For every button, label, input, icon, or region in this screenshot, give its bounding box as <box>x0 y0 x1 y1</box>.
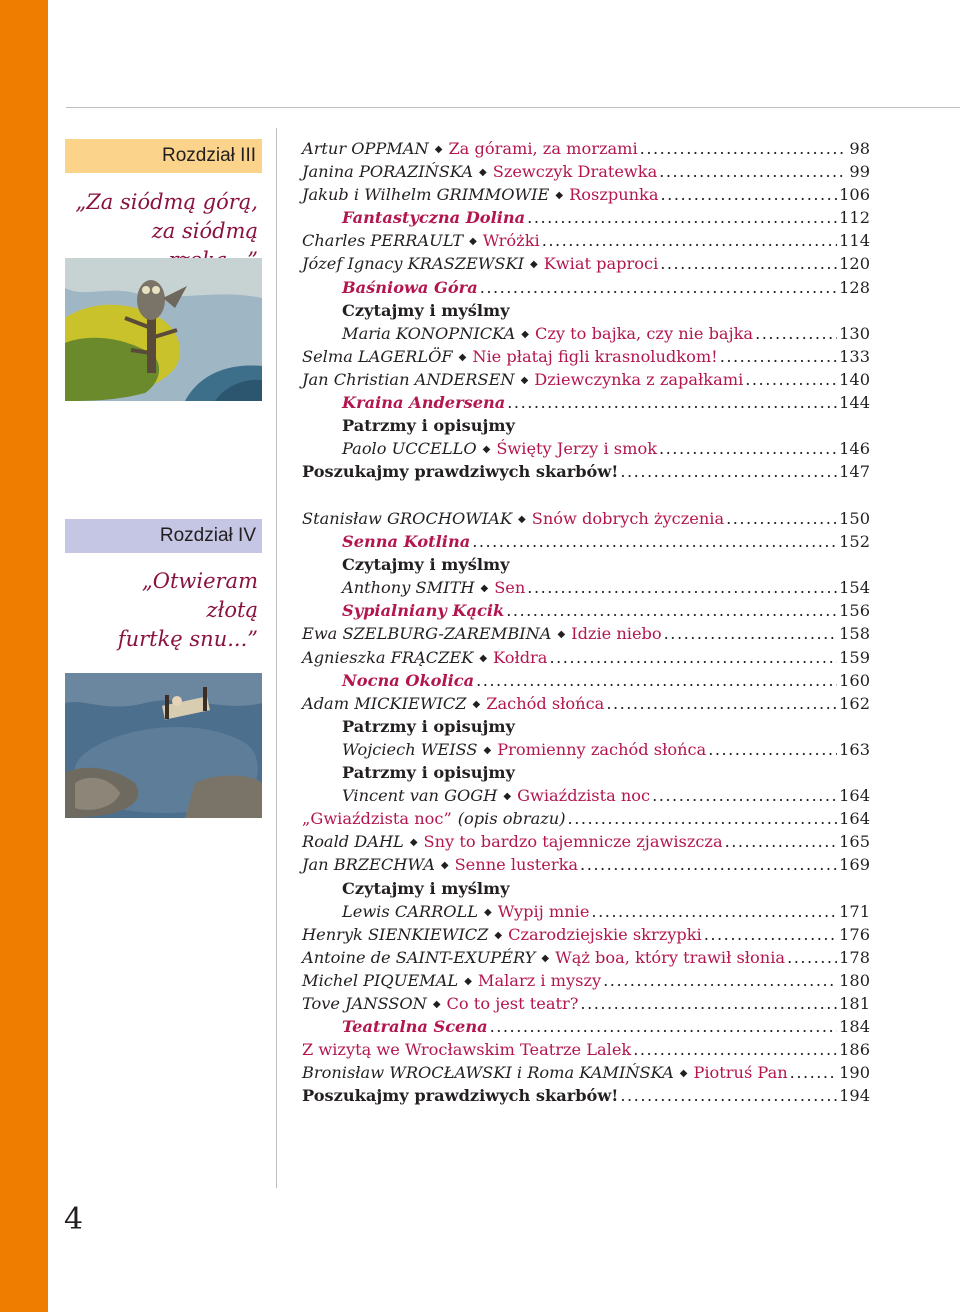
chapter-4-subtitle <box>65 567 258 654</box>
toc-author: Anthony SMITH <box>342 578 475 598</box>
toc-page-number: 164 <box>839 809 870 829</box>
toc-author: Adam MICKIEWICZ <box>302 693 467 713</box>
toc-entry <box>302 301 870 324</box>
toc-leader-dots <box>659 439 837 458</box>
toc-heading: Czytajmy i myślmy <box>342 300 510 320</box>
toc-title: Snów dobrych życzenia <box>531 509 725 528</box>
toc-page-number: 194 <box>839 1086 870 1106</box>
toc-leader-dots <box>720 347 837 366</box>
toc-entry <box>302 740 870 763</box>
toc-page-number: 158 <box>839 624 870 644</box>
toc-page-number: 150 <box>839 509 870 528</box>
toc-section-name: Baśniowa Góra <box>342 277 478 297</box>
bullet-icon: ◆ <box>434 144 443 155</box>
toc-author: Bronisław WROCŁAWSKI i Roma KAMIŃSKA <box>302 1063 674 1083</box>
toc-author: Stanisław GROCHOWIAK <box>302 509 513 528</box>
toc-heading: Czytajmy i myślmy <box>342 878 510 898</box>
bullet-icon: ◆ <box>520 374 529 386</box>
toc-entry <box>302 555 870 578</box>
chapter-3-contents <box>302 139 870 485</box>
toc-page-number: 106 <box>839 185 870 205</box>
toc-entry <box>302 416 870 439</box>
toc-leader-dots <box>787 948 837 967</box>
toc-entry <box>302 208 870 231</box>
toc-leader-dots <box>580 994 837 1013</box>
toc-title: Święty Jerzy i smok <box>496 439 658 459</box>
toc-author: Lewis CARROLL <box>342 901 479 921</box>
toc-leader-dots <box>790 1063 837 1082</box>
toc-entry <box>302 601 870 624</box>
toc-leader-dots <box>755 324 837 343</box>
toc-title: Dziewczynka z zapałkami <box>534 369 744 389</box>
bullet-icon: ◆ <box>521 328 529 340</box>
toc-author: Michel PIQUEMAL <box>302 970 459 990</box>
bullet-icon: ◆ <box>557 629 566 641</box>
toc-leader-dots <box>661 185 838 204</box>
top-rule <box>66 107 960 108</box>
toc-entry <box>302 370 870 393</box>
bullet-icon: ◆ <box>432 998 441 1010</box>
toc-leader-dots <box>708 740 837 759</box>
toc-author: Henryk SIENKIEWICZ <box>302 924 489 944</box>
toc-title: Promienny zachód słońca <box>497 739 707 759</box>
toc-author: Vincent van GOGH <box>342 786 498 806</box>
toc-page-number: 130 <box>839 323 870 343</box>
bullet-icon: ◆ <box>464 975 472 987</box>
toc-section-name: Teatralna Scena <box>342 1017 488 1037</box>
toc-title: Szewczyk Dratewka <box>492 162 658 182</box>
toc-entry <box>302 509 870 532</box>
toc-title: Nie płataj figli krasnoludkom! <box>472 346 718 366</box>
toc-entry <box>302 763 870 786</box>
toc-leader-dots <box>506 601 837 620</box>
bullet-icon: ◆ <box>555 190 564 202</box>
toc-title: Wąż boa, który trawił słonia <box>555 947 786 967</box>
toc-page-number: 98 <box>849 139 870 158</box>
orange-margin-band <box>0 0 48 1312</box>
toc-entry <box>302 278 870 301</box>
toc-title: Za górami, za morzami <box>448 139 638 158</box>
toc-page-number: 156 <box>839 601 870 621</box>
toc-author: Roald DAHL <box>302 832 404 852</box>
toc-entry <box>302 948 870 971</box>
toc-entry <box>302 971 870 994</box>
toc-leader-dots <box>527 208 837 227</box>
toc-author: Paolo UCCELLO <box>342 439 477 459</box>
toc-page-number: 178 <box>839 947 870 967</box>
sleep-illustration <box>65 673 262 818</box>
toc-heading: Czytajmy i myślmy <box>342 555 510 575</box>
toc-entry <box>302 462 870 485</box>
toc-leader-dots <box>640 139 848 158</box>
toc-title: Roszpunka <box>569 185 659 205</box>
toc-heading: Poszukajmy prawdziwych skarbów! <box>302 1086 619 1106</box>
toc-title: Wróżki <box>482 231 540 251</box>
toc-title: Zachód słońca <box>486 693 605 713</box>
toc-page-number: 112 <box>839 208 870 228</box>
chapter-4-contents <box>302 509 870 1109</box>
toc-entry <box>302 578 870 601</box>
toc-page-number: 163 <box>839 739 870 759</box>
toc-leader-dots <box>507 393 837 412</box>
chapter-3-label: Rozdział III <box>65 139 262 173</box>
toc-page-number: 133 <box>839 346 870 366</box>
chapter-3-subtitle-line: za siódmą <box>151 219 258 243</box>
toc-leader-dots <box>659 162 847 181</box>
toc-leader-dots <box>480 278 837 297</box>
toc-page-number: 128 <box>839 277 870 297</box>
toc-author: Jakub i Wilhelm GRIMMOWIE <box>302 185 550 205</box>
toc-title: Co to jest teatr? <box>446 993 579 1013</box>
toc-section-name: Fantastyczna Dolina <box>342 208 526 228</box>
toc-leader-dots <box>726 509 837 528</box>
toc-author: Jan BRZECHWA <box>302 855 435 875</box>
toc-page-number: 176 <box>839 924 870 944</box>
bullet-icon: ◆ <box>472 698 481 710</box>
toc-page-number: 165 <box>839 832 870 852</box>
toc-entry <box>302 439 870 462</box>
toc-leader-dots <box>664 624 837 643</box>
toc-leader-dots <box>542 231 837 250</box>
toc-author: Ewa SZELBURG-ZAREMBINA <box>302 624 552 644</box>
toc-leader-dots <box>549 648 837 667</box>
toc-title: Gwiaździsta noc <box>517 786 651 806</box>
toc-entry <box>302 1017 870 1040</box>
toc-entry <box>302 809 870 832</box>
page-number: 4 <box>64 1202 84 1237</box>
toc-entry <box>302 393 870 416</box>
bullet-icon: ◆ <box>482 444 491 456</box>
toc-page-number: 190 <box>839 1063 870 1083</box>
toc-page-number: 114 <box>839 231 870 251</box>
toc-title: Kwiat paproci <box>543 254 659 274</box>
toc-title: Piotruś Pan <box>693 1063 788 1083</box>
toc-author: Józef Ignacy KRASZEWSKI <box>302 254 525 274</box>
toc-page-number: 169 <box>839 855 870 875</box>
chapter-4-subtitle-line: złotą <box>206 598 258 622</box>
bullet-icon: ◆ <box>440 860 449 872</box>
toc-leader-dots <box>620 1086 837 1105</box>
chapter-4-label: Rozdział IV <box>65 519 262 553</box>
toc-heading: Patrzmy i opisujmy <box>342 763 515 783</box>
toc-leader-dots <box>725 832 838 851</box>
toc-title: Senne lusterka <box>454 855 579 875</box>
toc-page-number: 154 <box>839 578 870 598</box>
toc-entry <box>302 994 870 1017</box>
toc-title: „Gwiaździsta noc” <box>302 809 452 829</box>
toc-title: Sny to bardzo tajemnicze zjawiszcza <box>423 832 723 852</box>
toc-entry <box>302 139 870 162</box>
toc-title: Wypij mnie <box>497 901 590 921</box>
toc-author: Artur OPPMAN <box>302 139 429 158</box>
toc-entry <box>302 855 870 878</box>
toc-entry <box>302 786 870 809</box>
toc-entry <box>302 324 870 347</box>
toc-entry <box>302 694 870 717</box>
toc-heading: Patrzmy i opisujmy <box>342 716 515 736</box>
toc-title: Czy to bajka, czy nie bajka <box>534 323 754 343</box>
toc-page-number: 147 <box>839 462 870 482</box>
toc-page-number: 120 <box>839 254 870 274</box>
toc-page-number: 159 <box>839 647 870 667</box>
toc-page-number: 162 <box>839 693 870 713</box>
toc-leader-dots <box>606 694 837 713</box>
toc-title: Kołdra <box>493 647 548 667</box>
toc-heading: Patrzmy i opisujmy <box>342 416 515 436</box>
toc-leader-dots <box>652 786 837 805</box>
bullet-icon: ◆ <box>541 952 550 964</box>
bullet-icon: ◆ <box>480 583 489 595</box>
toc-page-number: 152 <box>839 532 870 552</box>
bullet-icon: ◆ <box>494 929 503 941</box>
toc-author: Charles PERRAULT <box>302 231 464 251</box>
toc-leader-dots <box>660 254 837 273</box>
toc-section-name: Sypialniany Kącik <box>342 601 505 621</box>
toc-heading: Poszukajmy prawdziwych skarbów! <box>302 462 619 482</box>
bullet-icon: ◆ <box>518 514 526 525</box>
toc-entry <box>302 624 870 647</box>
toc-note: (opis obrazu) <box>457 809 566 829</box>
toc-page-number: 180 <box>839 970 870 990</box>
toc-leader-dots <box>591 902 837 921</box>
toc-page-number: 181 <box>839 993 870 1013</box>
toc-page-number: 164 <box>839 786 870 806</box>
bullet-icon: ◆ <box>479 652 488 664</box>
toc-author: Agnieszka FRĄCZEK <box>302 647 474 667</box>
toc-entry <box>302 347 870 370</box>
bullet-icon: ◆ <box>484 906 492 918</box>
toc-page-number: 140 <box>839 369 870 389</box>
toc-page-number: 146 <box>839 439 870 459</box>
toc-entry <box>302 717 870 740</box>
toc-author: Jan Christian ANDERSEN <box>302 369 515 389</box>
chapter-4-subtitle-line: furtkę snu...” <box>117 627 258 651</box>
toc-page-number: 186 <box>839 1040 870 1060</box>
toc-leader-dots <box>704 925 837 944</box>
bullet-icon: ◆ <box>483 744 492 756</box>
bullet-icon: ◆ <box>503 791 512 803</box>
toc-entry <box>302 925 870 948</box>
toc-leader-dots <box>745 370 837 389</box>
toc-title: Czarodziejskie skrzypki <box>508 924 702 944</box>
toc-section-name: Kraina Andersena <box>342 393 506 413</box>
bullet-icon: ◆ <box>530 259 538 271</box>
toc-leader-dots <box>527 578 837 597</box>
toc-page-number: 99 <box>849 162 870 182</box>
chapter-4-subtitle-line: „Otwieram <box>141 569 258 593</box>
owl-illustration <box>65 258 262 401</box>
toc-author: Antoine de SAINT-EXUPÉRY <box>302 947 536 967</box>
toc-author: Maria KONOPNICKA <box>342 323 516 343</box>
toc-entry <box>302 162 870 185</box>
toc-leader-dots <box>476 671 837 690</box>
toc-leader-dots <box>472 532 837 551</box>
toc-title: Idzie niebo <box>571 624 662 644</box>
toc-author: Tove JANSSON <box>302 993 427 1013</box>
bullet-icon: ◆ <box>409 837 418 849</box>
toc-author: Wojciech WEISS <box>342 739 478 759</box>
column-divider <box>276 128 277 1188</box>
toc-author: Selma LAGERLÖF <box>302 346 453 366</box>
toc-entry <box>302 532 870 555</box>
toc-section-name: Nocna Okolica <box>342 670 475 690</box>
toc-page-number: 160 <box>839 670 870 690</box>
toc-leader-dots <box>490 1017 837 1036</box>
toc-leader-dots <box>620 462 837 481</box>
toc-entry <box>302 185 870 208</box>
toc-page-number: 171 <box>839 901 870 921</box>
toc-entry <box>302 832 870 855</box>
toc-entry <box>302 648 870 671</box>
toc-entry <box>302 1040 870 1063</box>
toc-page-number: 144 <box>839 393 870 413</box>
bullet-icon: ◆ <box>679 1068 688 1080</box>
toc-title: Malarz i myszy <box>477 970 602 990</box>
toc-entry <box>302 254 870 277</box>
toc-leader-dots <box>633 1040 837 1059</box>
toc-entry <box>302 1063 870 1086</box>
toc-page-number: 184 <box>839 1017 870 1037</box>
bullet-icon: ◆ <box>469 236 477 248</box>
toc-section-name: Senna Kotlina <box>342 532 471 552</box>
toc-title: Z wizytą we Wrocławskim Teatrze Lalek <box>302 1040 632 1060</box>
chapter-3-subtitle-line: „Za siódmą górą, <box>75 190 258 214</box>
toc-leader-dots <box>580 855 837 874</box>
toc-entry <box>302 879 870 902</box>
toc-leader-dots <box>603 971 837 990</box>
toc-entry <box>302 1086 870 1109</box>
toc-leader-dots <box>568 809 838 828</box>
toc-entry <box>302 231 870 254</box>
toc-entry <box>302 671 870 694</box>
toc-title: Sen <box>494 578 526 598</box>
bullet-icon: ◆ <box>479 167 487 179</box>
toc-entry <box>302 902 870 925</box>
bullet-icon: ◆ <box>458 351 467 363</box>
toc-author: Janina PORAZIŃSKA <box>302 162 474 182</box>
